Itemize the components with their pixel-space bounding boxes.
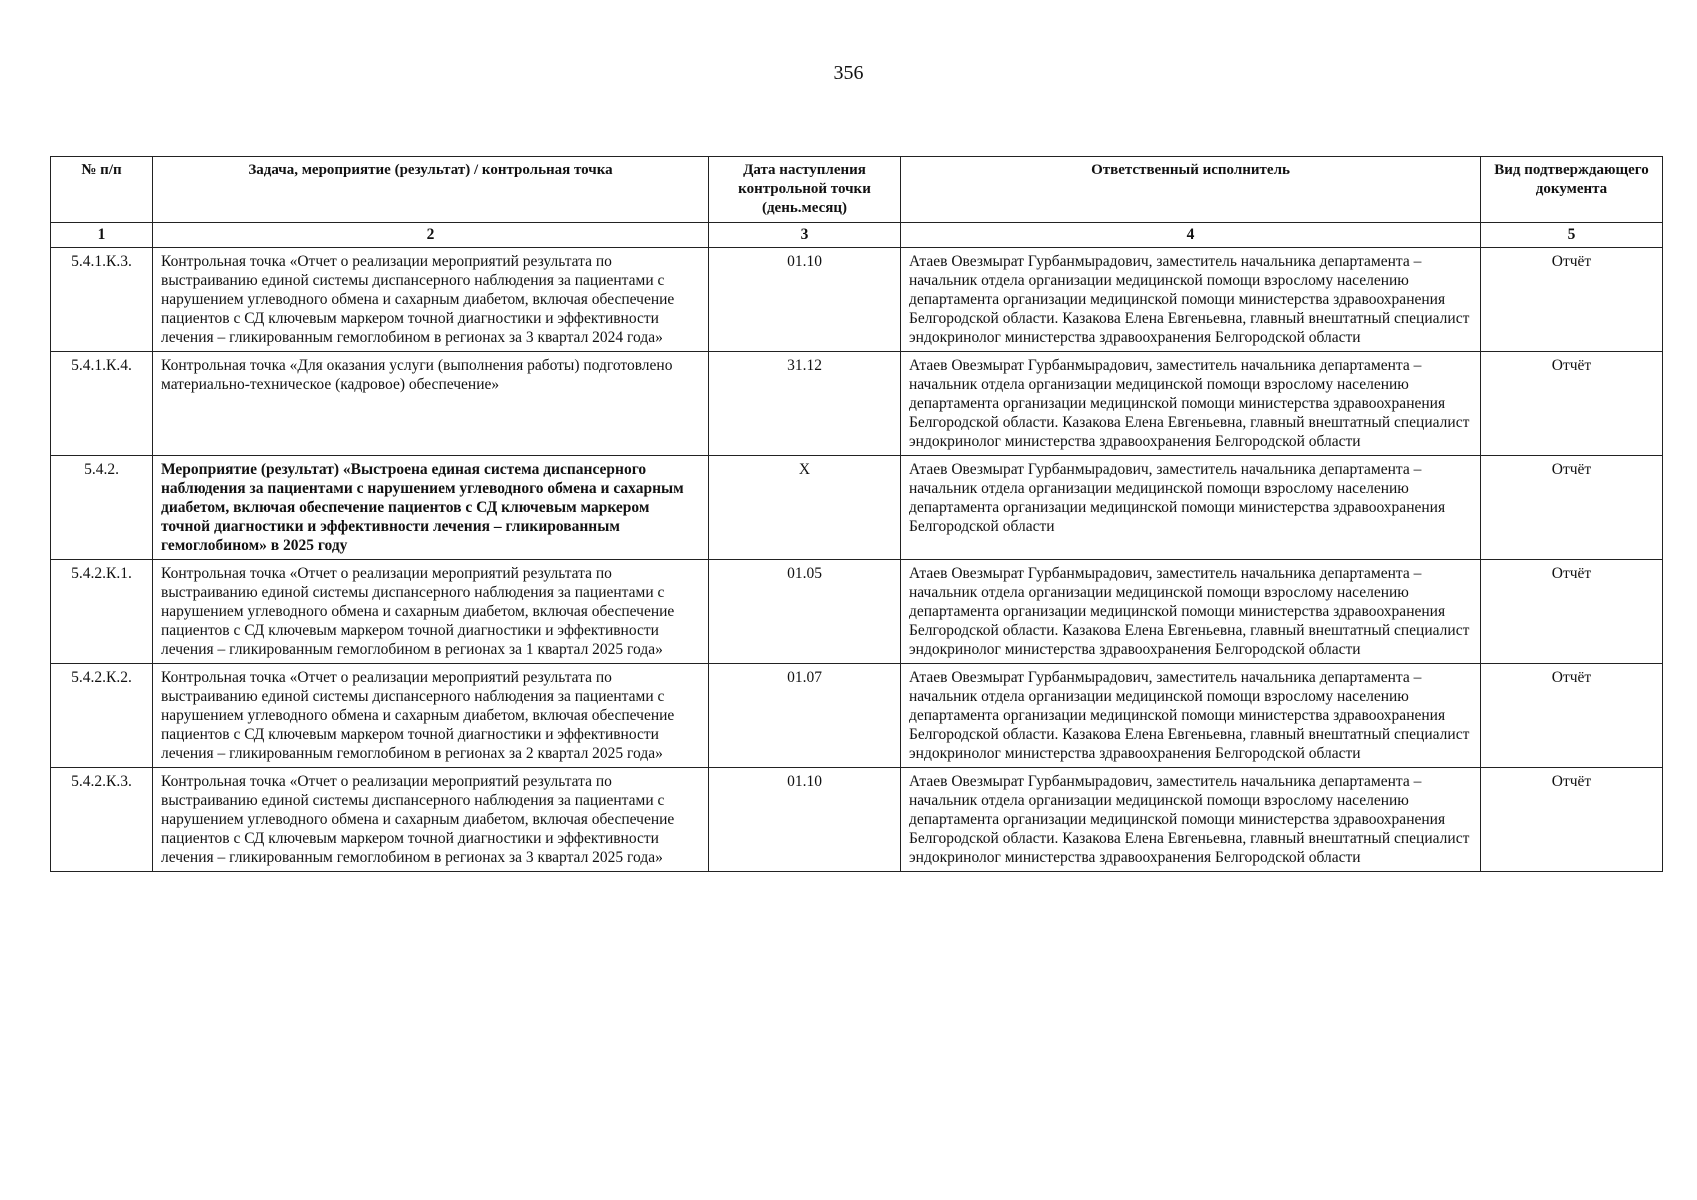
table-row [51, 768, 1663, 872]
header-num: № п/п [51, 157, 153, 223]
table-row [51, 352, 1663, 456]
column-number: 5 [1481, 223, 1663, 248]
column-number-row [51, 223, 1663, 248]
row-task: Контрольная точка «Отчет о реализации мероприятий результата по выстраиванию единой системы диспансерного наблюдения за пациентами с нарушением углеводного обмена и сахарным диабетом, включая обеспечение пациентов с СД ключевым маркером точной диагностики и эффективности лечения – гликированным гемоглобином в регионах за 2 квартал 2025 года» [153, 664, 709, 768]
row-doc-type: Отчёт [1481, 560, 1663, 664]
column-number: 2 [153, 223, 709, 248]
column-number: 1 [51, 223, 153, 248]
row-date: X [709, 456, 901, 560]
row-doc-type: Отчёт [1481, 664, 1663, 768]
table-header-row [51, 157, 1663, 223]
row-task: Контрольная точка «Отчет о реализации мероприятий результата по выстраиванию единой системы диспансерного наблюдения за пациентами с нарушением углеводного обмена и сахарным диабетом, включая обеспечение пациентов с СД ключевым маркером точной диагностики и эффективности лечения – гликированным гемоглобином в регионах за 3 квартал 2024 года» [153, 248, 709, 352]
row-executor: Атаев Овезмырат Гурбанмырадович, заместитель начальника департамента – начальник отдела организации медицинской помощи взрослому населению департамента организации медицинской помощи министерства здравоохранения Белгородской области. Казакова Елена Евгеньевна, главный внештатный специалист эндокринолог министерства здравоохранения Белгородской области [901, 560, 1481, 664]
row-number: 5.4.2.К.3. [51, 768, 153, 872]
row-task: Мероприятие (результат) «Выстроена единая система диспансерного наблюдения за пациентами с нарушением углеводного обмена и сахарным диабетом, включая обеспечение пациентов с СД ключевым маркером точной диагностики и эффективности лечения – гликированным гемоглобином» в 2025 году [153, 456, 709, 560]
row-task: Контрольная точка «Отчет о реализации мероприятий результата по выстраиванию единой системы диспансерного наблюдения за пациентами с нарушением углеводного обмена и сахарным диабетом, включая обеспечение пациентов с СД ключевым маркером точной диагностики и эффективности лечения – гликированным гемоглобином в регионах за 3 квартал 2025 года» [153, 768, 709, 872]
row-executor: Атаев Овезмырат Гурбанмырадович, заместитель начальника департамента – начальник отдела организации медицинской помощи взрослому населению департамента организации медицинской помощи министерства здравоохранения Белгородской области. Казакова Елена Евгеньевна, главный внештатный специалист эндокринолог министерства здравоохранения Белгородской области [901, 352, 1481, 456]
header-task: Задача, мероприятие (результат) / контрольная точка [153, 157, 709, 223]
row-date: 01.10 [709, 248, 901, 352]
table-row [51, 456, 1663, 560]
control-points-table [50, 156, 1663, 872]
row-executor: Атаев Овезмырат Гурбанмырадович, заместитель начальника департамента – начальник отдела организации медицинской помощи взрослому населению департамента организации медицинской помощи министерства здравоохранения Белгородской области. Казакова Елена Евгеньевна, главный внештатный специалист эндокринолог министерства здравоохранения Белгородской области [901, 248, 1481, 352]
table-row [51, 248, 1663, 352]
header-executor: Ответственный исполнитель [901, 157, 1481, 223]
row-executor: Атаев Овезмырат Гурбанмырадович, заместитель начальника департамента – начальник отдела организации медицинской помощи взрослому населению департамента организации медицинской помощи министерства здравоохранения Белгородской области [901, 456, 1481, 560]
row-task: Контрольная точка «Отчет о реализации мероприятий результата по выстраиванию единой системы диспансерного наблюдения за пациентами с нарушением углеводного обмена и сахарным диабетом, включая обеспечение пациентов с СД ключевым маркером точной диагностики и эффективности лечения – гликированным гемоглобином в регионах за 1 квартал 2025 года» [153, 560, 709, 664]
row-date: 01.07 [709, 664, 901, 768]
row-number: 5.4.2. [51, 456, 153, 560]
row-number: 5.4.1.К.4. [51, 352, 153, 456]
row-doc-type: Отчёт [1481, 768, 1663, 872]
column-number: 3 [709, 223, 901, 248]
row-number: 5.4.2.К.1. [51, 560, 153, 664]
table-row [51, 664, 1663, 768]
row-doc-type: Отчёт [1481, 456, 1663, 560]
row-task: Контрольная точка «Для оказания услуги (выполнения работы) подготовлено материально-техническое (кадровое) обеспечение» [153, 352, 709, 456]
row-doc-type: Отчёт [1481, 352, 1663, 456]
page-number: 356 [833, 62, 864, 84]
column-number: 4 [901, 223, 1481, 248]
row-number: 5.4.2.К.2. [51, 664, 153, 768]
row-date: 01.05 [709, 560, 901, 664]
row-doc-type: Отчёт [1481, 248, 1663, 352]
table-row [51, 560, 1663, 664]
row-executor: Атаев Овезмырат Гурбанмырадович, заместитель начальника департамента – начальник отдела организации медицинской помощи взрослому населению департамента организации медицинской помощи министерства здравоохранения Белгородской области. Казакова Елена Евгеньевна, главный внештатный специалист эндокринолог министерства здравоохранения Белгородской области [901, 664, 1481, 768]
header-date: Дата наступления контрольной точки (день.месяц) [709, 157, 901, 223]
row-executor: Атаев Овезмырат Гурбанмырадович, заместитель начальника департамента – начальник отдела организации медицинской помощи взрослому населению департамента организации медицинской помощи министерства здравоохранения Белгородской области. Казакова Елена Евгеньевна, главный внештатный специалист эндокринолог министерства здравоохранения Белгородской области [901, 768, 1481, 872]
row-number: 5.4.1.К.3. [51, 248, 153, 352]
row-date: 01.10 [709, 768, 901, 872]
row-date: 31.12 [709, 352, 901, 456]
header-doc-type: Вид подтверждающего документа [1481, 157, 1663, 223]
